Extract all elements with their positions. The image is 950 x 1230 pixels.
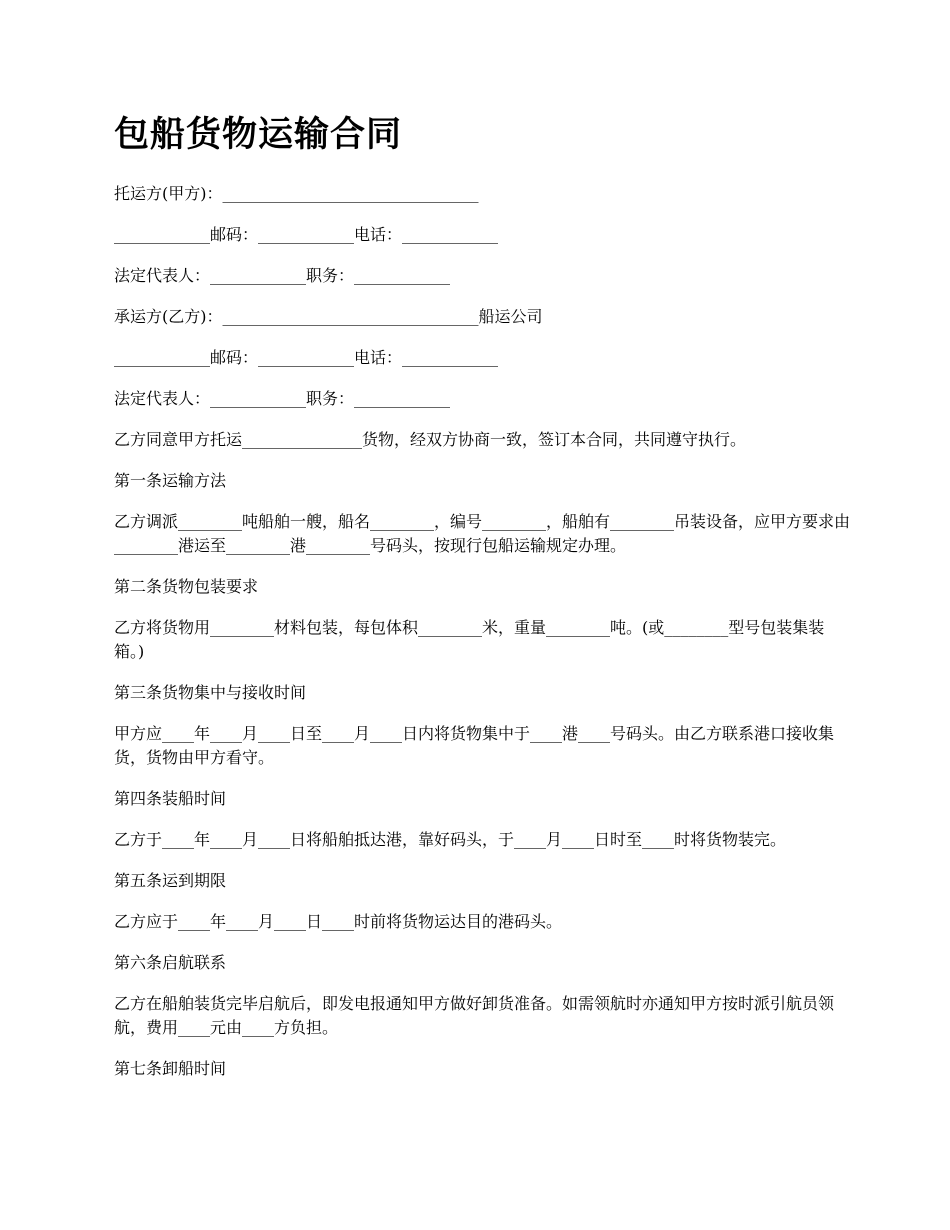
article-4-heading: 第四条装船时间 xyxy=(114,789,227,808)
article-6-body: 乙方在船舶装货完毕启航后，即发电报通知甲方做好卸货准备。如需领航时亦通知甲方按时派引航员领航，费用____元由____方负担。 xyxy=(114,994,835,1037)
carrier-contact-line: ____________邮码：____________电话：____________ xyxy=(114,348,499,367)
shipper-contact-line: ____________邮码：____________电话：____________ xyxy=(114,225,499,244)
article-2-heading: 第二条货物包装要求 xyxy=(114,577,259,596)
article-4-body: 乙方于____年____月____日将船舶抵达港，靠好码头，于____月____日时至____时将货物装完。 xyxy=(114,830,787,849)
shipper-line: 托运方(甲方)：________________________________ xyxy=(114,184,479,203)
agreement-intro: 乙方同意甲方托运_______________货物，经双方协商一致，签订本合同，共同遵守执行。 xyxy=(114,430,747,449)
article-6-heading: 第六条启航联系 xyxy=(114,953,227,972)
article-7-heading: 第七条卸船时间 xyxy=(114,1059,227,1078)
article-5-heading: 第五条运到期限 xyxy=(114,871,227,890)
article-3-heading: 第三条货物集中与接收时间 xyxy=(114,683,307,702)
document-title: 包船货物运输合同 xyxy=(114,115,403,155)
carrier-line: 承运方(乙方)：________________________________船运公司 xyxy=(114,307,543,326)
carrier-representative-line: 法定代表人：____________职务：____________ xyxy=(114,389,451,408)
shipper-representative-line: 法定代表人：____________职务：____________ xyxy=(114,266,451,285)
article-2-body: 乙方将货物用________材料包装，每包体积________米，重量________吨。(或________型号包装集装箱。) xyxy=(114,618,825,661)
article-1-body: 乙方调派________吨船舶一艘，船名________，编号________，船舶有________吊装设备，应甲方要求由________港运至________港________号码头，按现行包船运输规定办理。 xyxy=(114,512,851,555)
article-5-body: 乙方应于____年____月____日____时前将货物运达目的港码头。 xyxy=(114,912,563,931)
contract-page xyxy=(114,110,854,1098)
article-3-body: 甲方应____年____月____日至____月____日内将货物集中于____港____号码头。由乙方联系港口接收集货，货物由甲方看守。 xyxy=(114,724,835,767)
article-1-heading: 第一条运输方法 xyxy=(114,471,227,490)
